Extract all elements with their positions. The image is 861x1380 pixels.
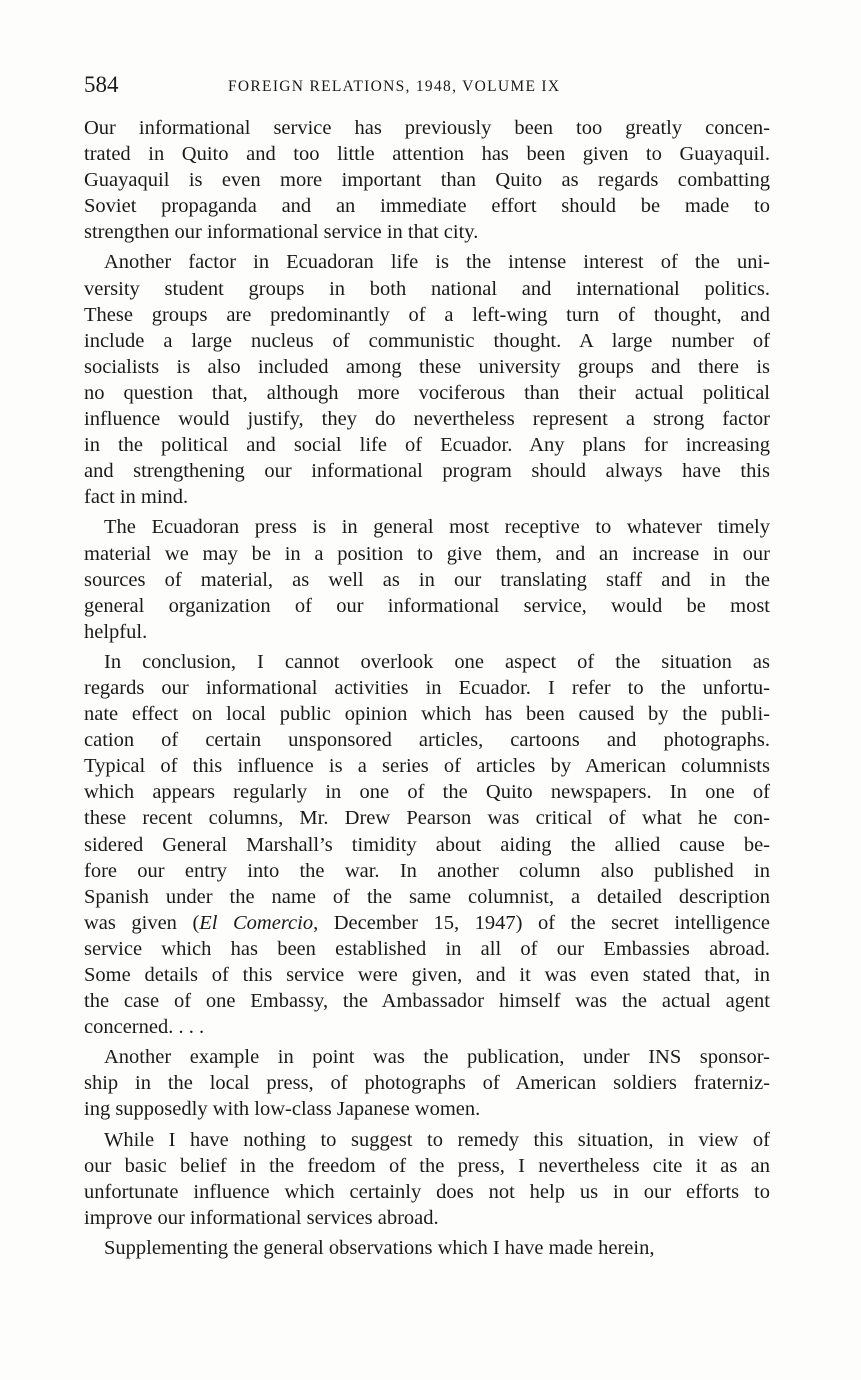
text-line: versity student groups in both national and international politics.: [84, 277, 770, 300]
paragraph-4: [84, 649, 770, 1040]
text-line: sidered General Marshall’s timidity about aiding the allied cause be-: [84, 833, 770, 856]
text-line: ing supposedly with low-class Japanese women.: [84, 1098, 481, 1121]
text-line: material we may be in a position to give them, and an increase in our: [84, 542, 770, 565]
text-line: socialists is also included among these university groups and there is: [84, 355, 770, 378]
text-line: general organization of our informational service, would be most: [84, 594, 770, 617]
text-line: In conclusion, I cannot overlook one aspect of the situation as: [104, 650, 770, 673]
text-line: service which has been established in all of our Embassies abroad.: [84, 937, 770, 960]
text-fragment: was given (: [84, 911, 200, 934]
paragraph-2: [84, 249, 770, 510]
paragraph-5: [84, 1044, 770, 1122]
text-line: Supplementing the general observations which I have made herein,: [104, 1236, 655, 1259]
text-line: regards our informational activities in Ecuador. I refer to the unfortu-: [84, 676, 770, 699]
text-line: fore our entry into the war. In another column also published in: [84, 859, 770, 882]
text-line: Typical of this influence is a series of articles by American columnists: [84, 755, 770, 778]
text-line: Soviet propaganda and an immediate effort should be made to: [84, 195, 770, 218]
text-line: concerned. . . .: [84, 1016, 205, 1039]
paragraph-6: [84, 1127, 770, 1231]
text-line: fact in mind.: [84, 486, 189, 509]
paragraph-7: [84, 1235, 770, 1261]
text-line: nate effect on local public opinion which has been caused by the publi-: [84, 703, 770, 726]
text-line: While I have nothing to suggest to remedy this situation, in view of: [104, 1128, 770, 1151]
text-line: in the political and social life of Ecuador. Any plans for increasing: [84, 434, 770, 457]
text-line: Our informational service has previously been too greatly concen-: [84, 117, 770, 139]
text-line: no question that, although more vociferous than their actual political: [84, 381, 770, 404]
text-line: trated in Quito and too little attention has been given to Guayaquil.: [84, 143, 770, 166]
text-line: which appears regularly in one of the Quito newspapers. In one of: [84, 781, 770, 804]
page-number: 584: [84, 72, 119, 97]
running-head: FOREIGN RELATIONS, 1948, VOLUME IX: [228, 78, 561, 95]
text-line: These groups are predominantly of a left-wing turn of thought, and: [84, 303, 770, 326]
text-line: Spanish under the name of the same columnist, a detailed description: [84, 885, 770, 908]
text-line: improve our informational services abroad.: [84, 1206, 439, 1229]
text-line-with-citation: [84, 910, 770, 936]
text-line: cation of certain unsponsored articles, cartoons and photographs.: [84, 729, 770, 752]
text-line: helpful.: [84, 620, 148, 643]
text-line: the case of one Embassy, the Ambassador himself was the actual agent: [84, 990, 770, 1013]
page-header: [84, 70, 770, 100]
text-line: Guayaquil is even more important than Quito as regards combatting: [84, 169, 770, 192]
paragraph-1: [84, 115, 770, 245]
text-line: sources of material, as well as in our translating staff and in the: [84, 568, 770, 591]
text-line: The Ecuadoran press is in general most receptive to whatever timely: [104, 516, 770, 539]
text-line: unfortunate influence which certainly does not help us in our efforts to: [84, 1180, 770, 1203]
text-line: ship in the local press, of photographs of American soldiers fraterniz-: [84, 1072, 770, 1095]
body-text: [84, 115, 770, 1265]
text-line: these recent columns, Mr. Drew Pearson was critical of what he con-: [84, 807, 770, 830]
text-line: include a large nucleus of communistic thought. A large number of: [84, 329, 770, 352]
text-line: and strengthening our informational program should always have this: [84, 460, 770, 483]
text-line: strengthen our informational service in that city.: [84, 221, 479, 244]
text-line: Another example in point was the publication, under INS sponsor-: [104, 1046, 770, 1069]
text-line: Some details of this service were given, and it was even stated that, in: [84, 964, 770, 986]
text-line: our basic belief in the freedom of the press, I nevertheless cite it as an: [84, 1154, 770, 1177]
text-fragment: , December 15, 1947) of the secret intelligence: [313, 911, 771, 934]
text-line: influence would justify, they do nevertheless represent a strong factor: [84, 408, 770, 431]
paragraph-3: [84, 514, 770, 644]
newspaper-title: El Comercio: [199, 911, 314, 934]
text-line: Another factor in Ecuadoran life is the intense interest of the uni-: [104, 251, 770, 274]
